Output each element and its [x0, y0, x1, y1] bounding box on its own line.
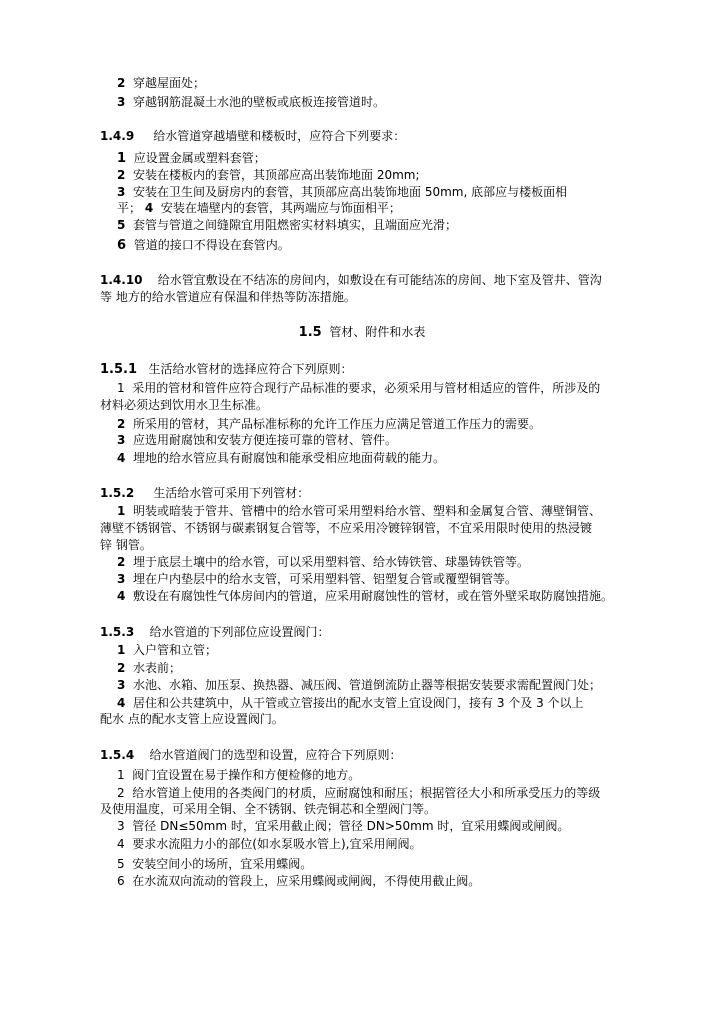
clause-heading [100, 747, 401, 763]
item-text: 敷设在有腐蚀性气体房间内的管道，应采用耐腐蚀性的管材，或在管外壁采取防腐蚀措施。 [133, 589, 614, 603]
item-line [117, 554, 529, 570]
continuation-line [100, 537, 152, 553]
clause-heading [100, 361, 352, 378]
continuation-text: 薄壁不锈钢管、不锈钢与碳素钢复合管等，不应采用冷镀锌钢管，不宜采用限时使用的热浸镀 [100, 521, 593, 535]
continuation-text: 配水 点的配水支管上应设置阀门。 [100, 712, 284, 726]
item-line [117, 695, 584, 711]
item-text: 在水流双向流动的管段上，应采用蝶阀或闸阀，不得使用截止阀。 [132, 874, 481, 888]
item-text: 安装在卫生间及厨房内的套管，其顶部应高出装饰地面 50mm, 底部应与楼板面相 [133, 185, 568, 199]
item-text: 水表前； [133, 661, 182, 675]
clause-heading [100, 624, 329, 640]
item-text: 水池、水箱、加压泵、换热器、减压阀、管道倒流防止器等根据安装要求需配置阀门处； [133, 678, 602, 692]
continuation-text: 及使用温度，可采用全铜、全不锈钢、铁壳铜芯和全塑阀门等。 [100, 802, 437, 816]
clause-text: 给水管道阀门的选型和设置，应符合下列原则： [149, 748, 402, 762]
item-number: 1 [117, 504, 126, 518]
item-number: 4 [117, 696, 126, 710]
item-line [117, 836, 421, 852]
item-text: 安装在墙壁内的套管，其两端应与饰面相平； [160, 201, 401, 215]
clause-heading [100, 485, 309, 501]
clause-number: 1.5.2 [100, 486, 135, 500]
item-text: 明装或暗装于管井、管槽中的给水管可采用塑料给水管、塑料和金属复合管、薄壁铜管、 [133, 504, 602, 518]
clause-number: 1.4.10 [100, 273, 143, 287]
item-text: 管道的接口不得设在套管内。 [133, 238, 290, 252]
clause-number: 1.5.3 [100, 625, 135, 639]
item-text: 应设置金属或塑料套管； [133, 151, 266, 165]
item-line [117, 94, 385, 110]
item-line [117, 677, 601, 693]
item-prefix: 平； [117, 201, 142, 215]
item-line [117, 237, 290, 254]
item-number: 2 [117, 661, 126, 675]
item-line [117, 200, 401, 216]
item-number: 3 [117, 678, 126, 692]
continuation-line [100, 711, 284, 727]
item-number: 1 [117, 151, 127, 166]
continuation-line [100, 397, 268, 413]
continuation-text: 锌 钢管。 [100, 538, 152, 552]
item-number: 3 [117, 433, 126, 447]
item-line [117, 217, 457, 233]
item-number: 6 [117, 874, 125, 888]
item-number: 1 [117, 643, 126, 657]
item-line [117, 818, 569, 834]
item-text: 穿越屋面处； [133, 76, 206, 90]
item-text: 穿越钢筋混凝土水池的壁板或底板连接管道时。 [133, 95, 386, 109]
item-text: 采用的管材和管件应符合现行产品标准的要求，必须采用与管材相适应的管件，所涉及的 [132, 381, 601, 395]
item-text: 应选用耐腐蚀和安装方便连接可靠的管材、管件。 [133, 433, 398, 447]
item-line [117, 660, 181, 676]
item-text: 埋于底层土壤中的给水管，可以采用塑料管、给水铸铁管、球墨铸铁管等。 [133, 555, 530, 569]
continuation-text: 材料必须达到饮用水卫生标准。 [100, 398, 269, 412]
item-number: 5 [117, 857, 125, 871]
item-number: 3 [117, 185, 126, 199]
clause-text: 给水管道的下列部位应设置阀门： [149, 625, 330, 639]
item-text: 入户管和立管； [133, 643, 218, 657]
clause-number: 1.5.4 [100, 748, 135, 762]
item-text: 居住和公共建筑中，从干管或立管接出的配水支管上宜设阀门，接有 3 个及 3 个以上 [133, 696, 584, 710]
item-number: 2 [117, 417, 126, 431]
item-number: 3 [117, 95, 126, 109]
item-line [117, 873, 480, 889]
item-text: 管径 DN≤50mm 时，宜采用截止阀；管径 DN>50mm 时，宜采用蝶阀或闸阀。 [132, 819, 570, 833]
item-line [117, 416, 541, 432]
item-number: 4 [117, 451, 126, 465]
item-number: 3 [117, 572, 126, 586]
item-line [117, 856, 312, 872]
clause-number: 1.5.1 [100, 362, 138, 377]
continuation-line [100, 520, 592, 536]
item-number: 2 [117, 168, 126, 182]
item-line [117, 588, 613, 604]
item-text: 要求水流阻力小的部位(如水泵吸水管上),宜采用闸阀。 [132, 837, 422, 851]
continuation-text: 等 地方的给水管道应有保温和伴热等防冻措施。 [100, 290, 356, 304]
section-number: 1.5 [298, 325, 322, 340]
section-title [0, 324, 724, 341]
item-line [117, 167, 420, 183]
item-line [117, 380, 600, 396]
item-text: 安装在楼板内的套管，其顶部应高出装饰地面 20mm; [133, 168, 420, 182]
clause-heading [100, 128, 405, 144]
item-number: 3 [117, 819, 125, 833]
continuation-line [100, 289, 356, 305]
item-line [117, 184, 567, 200]
item-line [117, 571, 517, 587]
item-text: 阀门宜设置在易于操作和方便检修的地方。 [132, 768, 361, 782]
continuation-line [100, 801, 436, 817]
item-number: 4 [144, 201, 154, 215]
clause-number: 1.4.9 [100, 129, 135, 143]
item-number: 2 [117, 786, 125, 800]
section-text: 管材、附件和水表 [329, 325, 426, 339]
item-line [117, 767, 360, 783]
item-line [117, 75, 205, 91]
clause-heading [100, 272, 602, 288]
item-line [117, 450, 445, 466]
item-number: 1 [117, 768, 125, 782]
item-text: 套管与管道之间缝隙宜用阻燃密实材料填实，且端面应光滑； [133, 218, 458, 232]
item-text: 给水管道上使用的各类阀门的材质，应耐腐蚀和耐压；根据管径大小和所承受压力的等级 [132, 786, 601, 800]
item-number: 1 [117, 381, 125, 395]
item-number: 4 [117, 589, 126, 603]
item-number: 2 [117, 76, 126, 90]
item-text: 埋地的给水管应具有耐腐蚀和能承受相应地面荷载的能力。 [133, 451, 446, 465]
item-text: 埋在户内垫层中的给水支管，可采用塑料管、铝塑复合管或覆塑铜管等。 [133, 572, 518, 586]
item-text: 所采用的管材，其产品标准标称的允许工作压力应满足管道工作压力的需要。 [133, 417, 542, 431]
clause-text: 生活给水管可采用下列管材： [153, 486, 310, 500]
item-line [117, 150, 266, 167]
item-line [117, 503, 601, 519]
item-number: 4 [117, 837, 125, 851]
item-line [117, 432, 397, 448]
item-number: 2 [117, 555, 126, 569]
item-line [117, 785, 600, 801]
item-line [117, 642, 217, 658]
item-text: 安装空间小的场所，宜采用蝶阀。 [132, 857, 313, 871]
item-number: 5 [117, 218, 126, 232]
item-number: 6 [117, 238, 127, 253]
clause-text: 给水管道穿越墙壁和楼板时，应符合下列要求： [153, 129, 406, 143]
clause-text: 给水管宜敷设在不结冻的房间内，如敷设在有可能结冻的房间、地下室及管井、管沟 [157, 273, 602, 287]
clause-text: 生活给水管材的选择应符合下列原则： [148, 362, 353, 376]
